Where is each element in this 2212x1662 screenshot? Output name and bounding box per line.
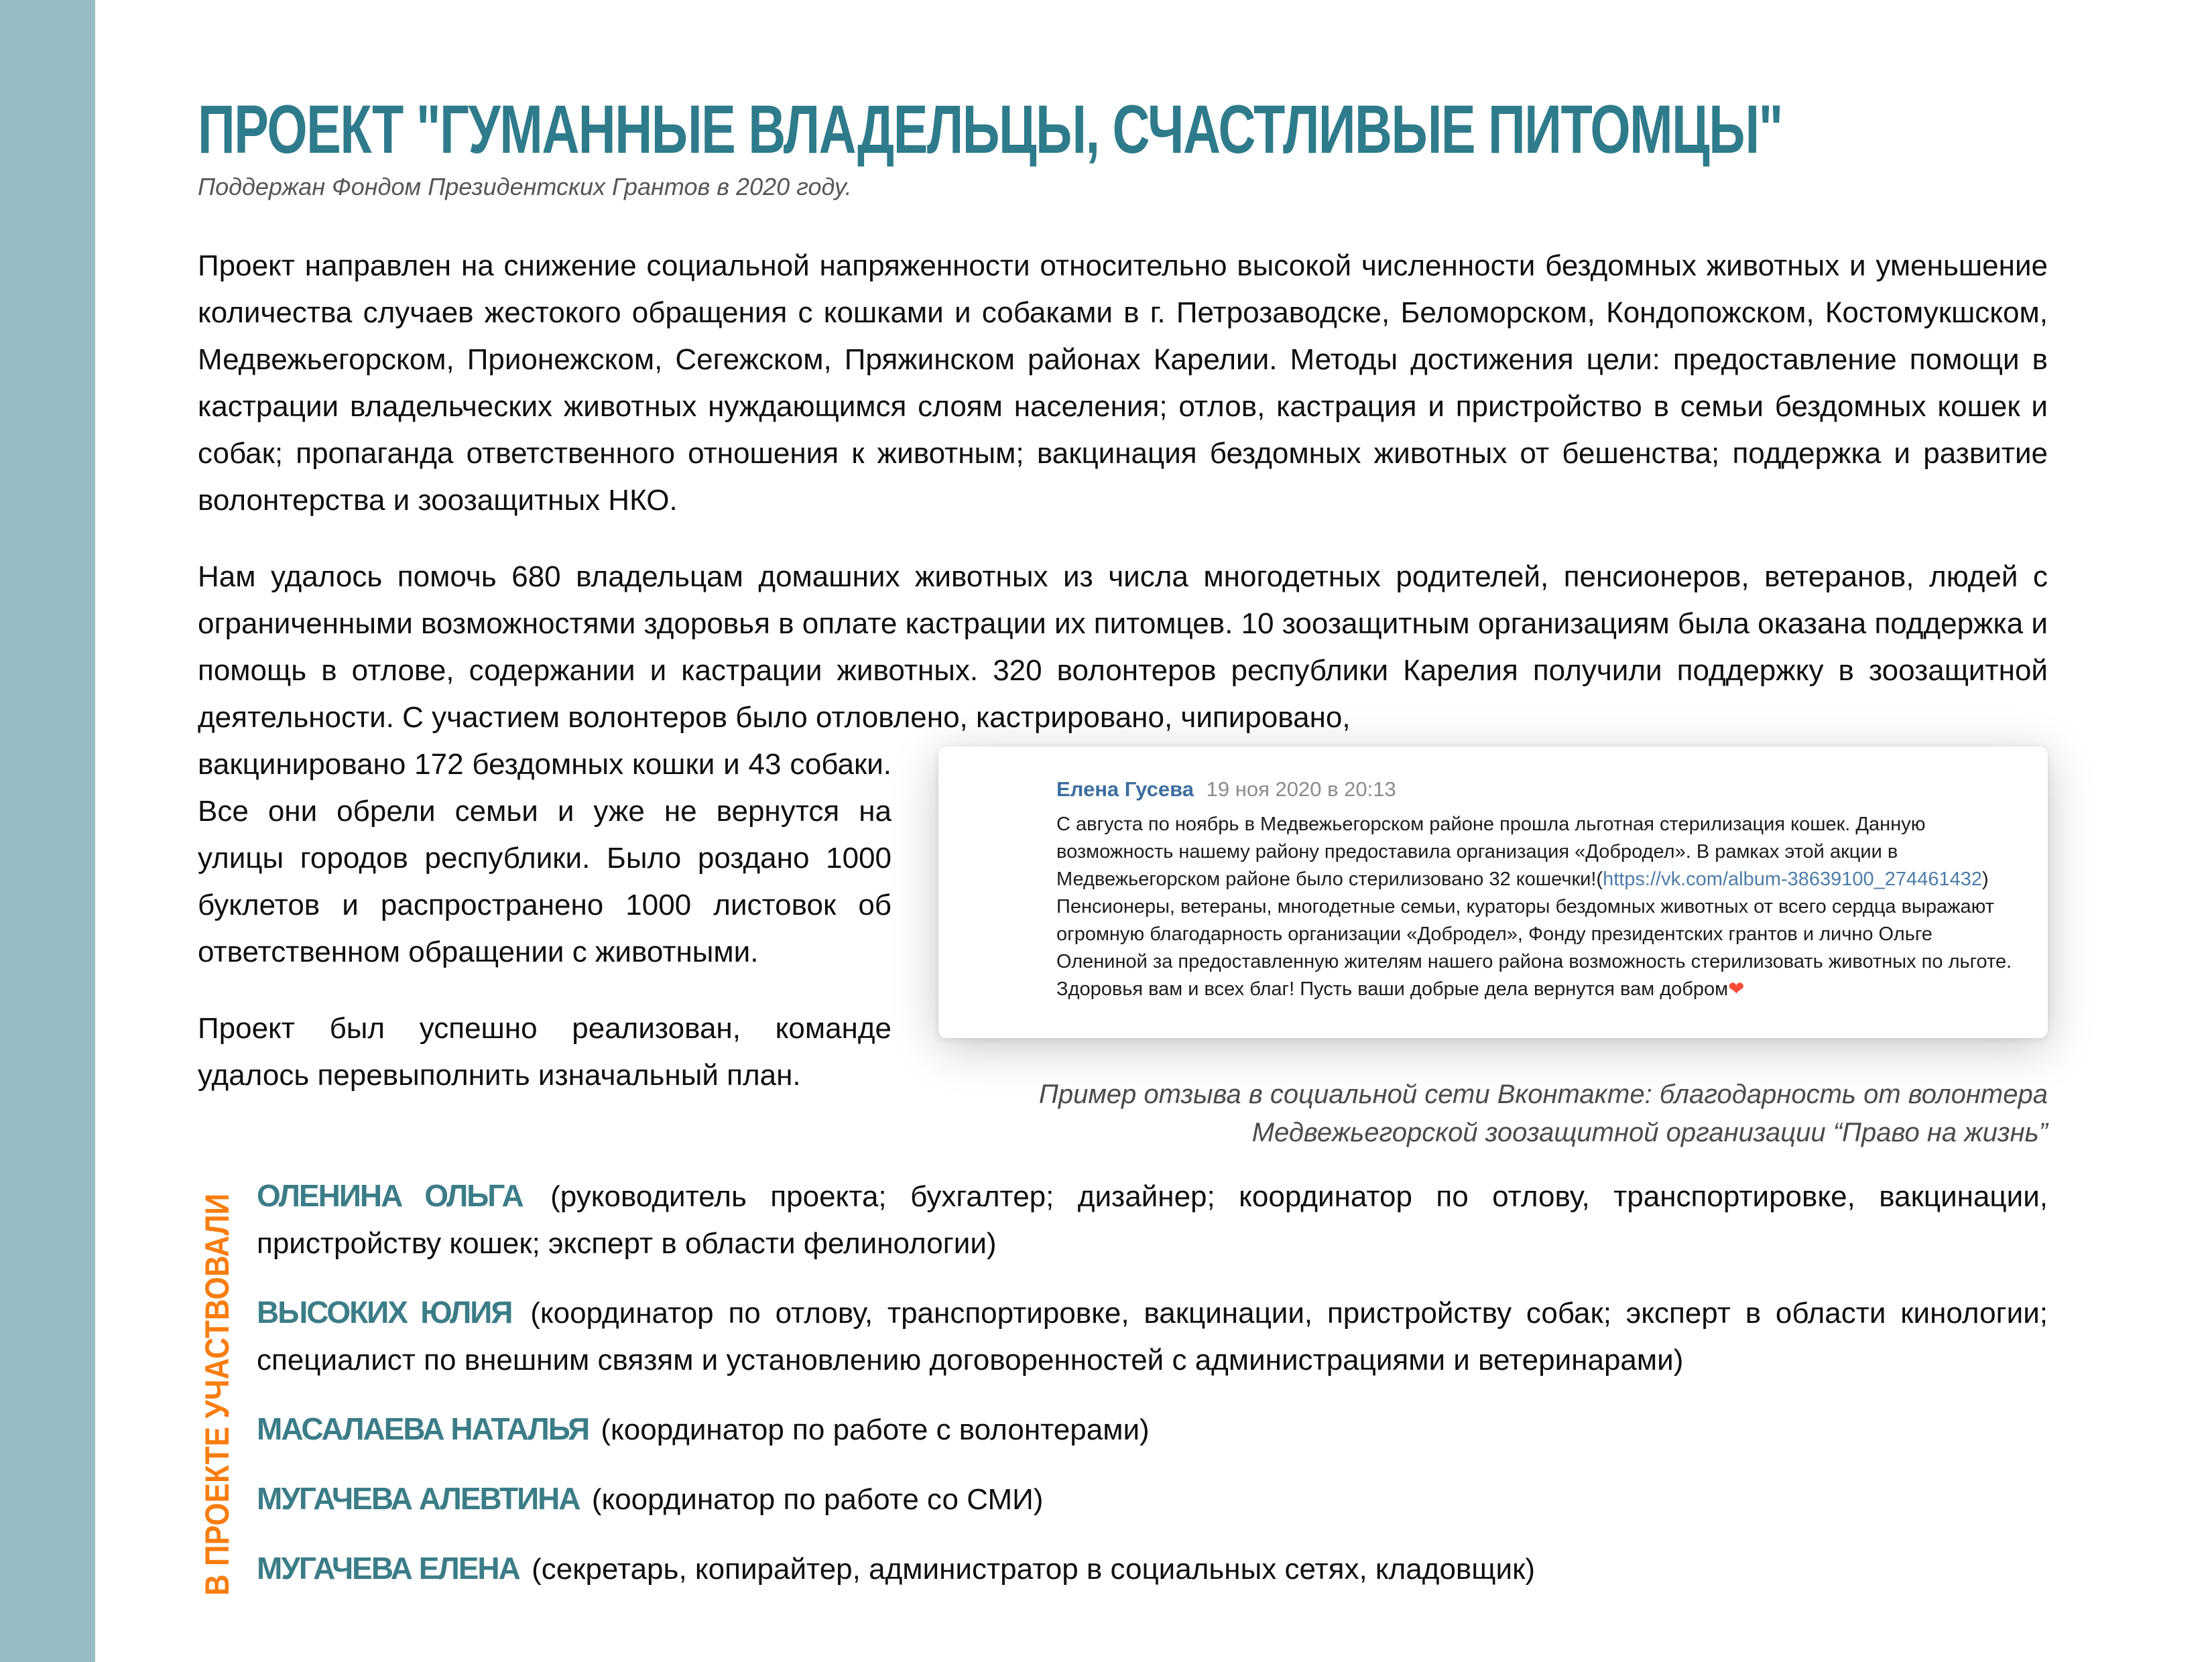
vk-post-row <box>963 776 2013 1003</box>
page-title: ПРОЕКТ "ГУМАННЫЕ ВЛАДЕЛЬЦЫ, СЧАСТЛИВЫЕ ПИТОМЦЫ" <box>198 91 1782 168</box>
vk-author-name: Елена Гусева <box>1056 777 1194 801</box>
team-member-name: МУГАЧЕВА АЛЕВТИНА <box>257 1481 580 1516</box>
team-member-name: МУГАЧЕВА ЕЛЕНА <box>257 1551 519 1586</box>
document-page <box>198 0 2048 1601</box>
review-caption: Пример отзыва в социальной сети Вконтакте: благодарность от волонтера Медвежьегорской зоозащитной организации “Право на жизнь” <box>1038 1080 2048 1147</box>
team-member <box>257 1289 2048 1384</box>
vk-post-body <box>1056 776 2013 1003</box>
vk-post-header <box>1056 776 2013 803</box>
team-member-role: (секретарь, копирайтер, администратор в социальных сетях, кладовщик) <box>532 1553 1535 1586</box>
vk-album-link[interactable]: https://vk.com/album-38639100_274461432 <box>1603 869 1982 890</box>
vk-post-date: 19 ноя 2020 в 20:13 <box>1206 777 1396 801</box>
paragraph-results-part2: вакцинировано 172 бездомных кошки и 43 собаки. Все они обрели семьи и уже не вернутся на улицы городов республики. Было роздано 1000 буклетов и распространено 1000 листовок об ответственном обращении с животными. <box>198 748 892 968</box>
vk-post-text-after-link: ) Пенсионеры, ветераны, многодетные семьи, кураторы бездомных животных от всего сердца выражают огромную благодарность организации «Добродел», Фонду президентских грантов и лично Ольге Олениной за предоставленную жителям нашего района возможность стерилизовать животных по льготе. Здоровья вам и всех благ! Пусть ваши добрые дела вернутся вам добром <box>1056 869 2012 1000</box>
header <box>198 90 2048 201</box>
team-member-role: (координатор по работе с волонтерами) <box>601 1413 1150 1446</box>
vk-post-text <box>1056 811 2013 1003</box>
avatar <box>963 776 1038 851</box>
team-section <box>198 1172 2048 1601</box>
team-member-role: (координатор по работе со СМИ) <box>591 1483 1044 1516</box>
vk-review-block <box>938 747 2048 1152</box>
paragraph-results-part1: Нам удалось помочь 680 владельцам домашних животных из числа многодетных родителей, пенсионеров, ветеранов, людей с ограниченными возможностями здоровья в оплате кастрации их питомцев. 10 зоозащитным организациям была оказана поддержка и помощь в отлове, содержании и кастрации животных. 320 волонтеров республики Карелия получили поддержку в зоозащитной деятельности. С участием волонтеров было отловлено, кастрировано, чипировано, <box>198 560 2048 734</box>
paragraph-conclusion: Проект был успешно реализован, команде удалось перевыполнить изначальный план. <box>198 1012 892 1092</box>
team-member-role: (координатор по отлову, транспортировке, вакцинации, пристройству собак; эксперт в области кинологии; специалист по внешним связям и установлению договоренностей с администрациями и ветеринарами) <box>257 1297 2048 1377</box>
team-member <box>257 1405 2048 1454</box>
team-member <box>257 1475 2048 1523</box>
team-member-name: ВЫСОКИХ ЮЛИЯ <box>257 1295 512 1330</box>
heart-emoji-icon: ❤ <box>1728 978 1745 1000</box>
team-member-name: ОЛЕНИНА ОЛЬГА <box>257 1178 523 1213</box>
results-and-review-section <box>198 741 2048 1147</box>
vk-post-text-before-link: С августа по ноябрь в Медвежьегорском районе прошла льготная стерилизация кошек. Данную возможность нашему району предоставила организация «Добродел». В рамках этой акции в Медвежьегорском районе было стерилизовано 32 кошечки!( <box>1056 814 1926 890</box>
left-accent-bar <box>0 0 95 1662</box>
team-member-role: (руководитель проекта; бухгалтер; дизайнер; координатор по отлову, транспортировке, вакцинации, пристройству кошек; эксперт в области фелинологии) <box>257 1180 2048 1260</box>
team-member-name: МАСАЛАЕВА НАТАЛЬЯ <box>257 1411 589 1446</box>
page-subtitle: Поддержан Фондом Президентских Грантов в 2020 году. <box>198 173 852 200</box>
team-vertical-label: В ПРОЕКТЕ УЧАСТВОВАЛИ <box>198 1193 236 1596</box>
paragraph-project-goals: Проект направлен на снижение социальной напряженности относительно высокой численности бездомных животных и уменьшение количества случаев жестокого обращения с кошками и собаками в г. Петрозаводске, Беломорском, Кондопожском, Костомукшском, Медвежьегорском, Прионежском, Сегежском, Пряжинском районах Карелии. Методы достижения цели: предоставление помощи в кастрации владельческих животных нуждающимся слоям населения; отлов, кастрация и пристройство в семьи бездомных кошек и собак; пропаганда ответственного отношения к животным; вакцинация бездомных животных от бешенства; поддержка и развитие волонтерства и зоозащитных НКО. <box>198 249 2048 517</box>
vk-post-card <box>938 747 2048 1038</box>
team-member <box>257 1545 2048 1593</box>
team-member <box>257 1172 2048 1267</box>
